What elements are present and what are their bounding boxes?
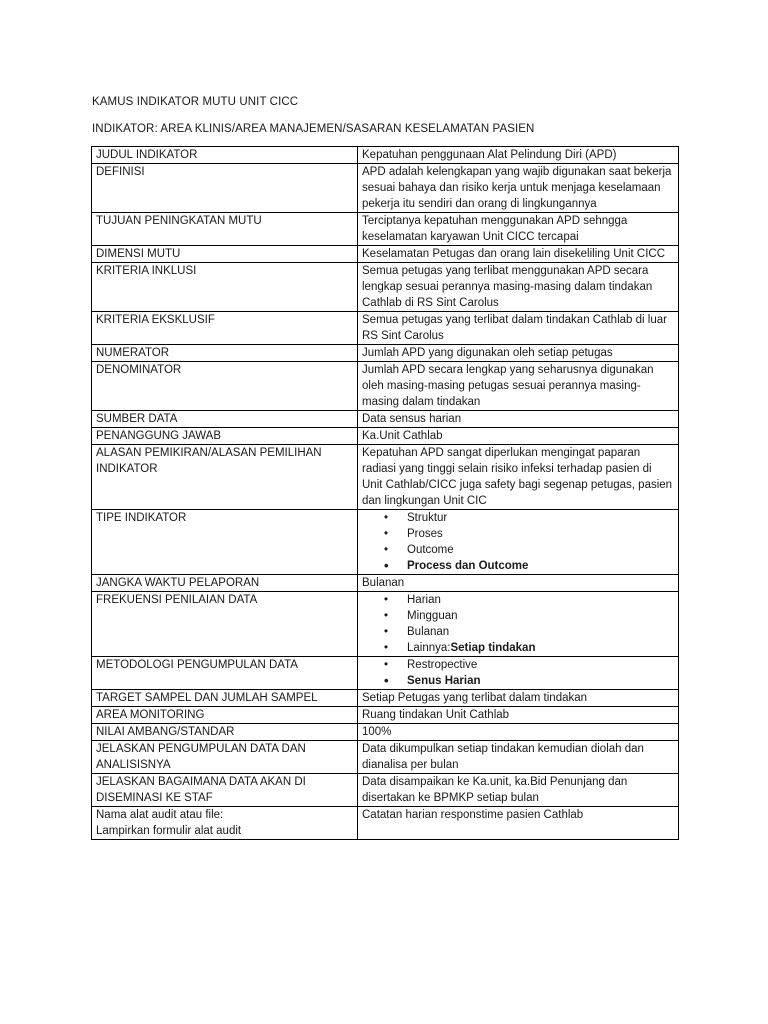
option-item-selected: • Senus Harian bbox=[362, 673, 674, 689]
table-row bbox=[92, 707, 679, 724]
row-label: KRITERIA INKLUSI bbox=[92, 263, 358, 312]
option-list bbox=[362, 510, 674, 574]
table-row bbox=[92, 263, 679, 312]
row-label: NILAI AMBANG/STANDAR bbox=[92, 724, 358, 741]
table-row bbox=[92, 774, 679, 807]
row-value: Data disampaikan ke Ka.unit, ka.Bid Penunjang dan disertakan ke BPMKP setiap bulan bbox=[358, 774, 679, 807]
row-label: DEFINISI bbox=[92, 164, 358, 213]
row-label: PENANGGUNG JAWAB bbox=[92, 428, 358, 445]
row-label: DIMENSI MUTU bbox=[92, 246, 358, 263]
table-row bbox=[92, 362, 679, 411]
row-value: Jumlah APD secara lengkap yang seharusnya digunakan oleh masing-masing petugas sesuai perannya masing-masing dalam tindakan bbox=[358, 362, 679, 411]
row-label: JUDUL INDIKATOR bbox=[92, 147, 358, 164]
row-label-line: Nama alat audit atau file: bbox=[96, 809, 224, 821]
table-row bbox=[92, 510, 679, 575]
table-row bbox=[92, 592, 679, 657]
row-label: SUMBER DATA bbox=[92, 411, 358, 428]
table-row bbox=[92, 690, 679, 707]
row-value: Kepatuhan APD sangat diperlukan mengingat paparan radiasi yang tinggi selain risiko infeksi terhadap pasien di Unit Cathlab/CICC juga safety bagi segenap petugas, pasien dan lingkungan Unit CIC bbox=[358, 445, 679, 510]
table-row bbox=[92, 575, 679, 592]
table-row bbox=[92, 445, 679, 510]
row-value: Ka.Unit Cathlab bbox=[358, 428, 679, 445]
table-row bbox=[92, 345, 679, 362]
row-value: Bulanan bbox=[358, 575, 679, 592]
option-prefix: Lainnya: bbox=[407, 642, 451, 654]
row-value: Semua petugas yang terlibat menggunakan APD secara lengkap sesuai perannya masing-masing dalam tindakan Cathlab di RS Sint Carolus bbox=[358, 263, 679, 312]
document-title: KAMUS INDIKATOR MUTU UNIT CICC bbox=[92, 96, 299, 108]
row-value-options bbox=[358, 592, 679, 657]
table-row bbox=[92, 807, 679, 840]
row-label-line: Lampirkan formulir alat audit bbox=[96, 825, 242, 837]
option-item-selected: • Process dan Outcome bbox=[362, 558, 674, 574]
row-label: METODOLOGI PENGUMPULAN DATA bbox=[92, 657, 358, 690]
option-item: • Proses bbox=[362, 526, 674, 542]
indicator-table bbox=[91, 146, 679, 840]
indicator-line: INDIKATOR: AREA KLINIS/AREA MANAJEMEN/SASARAN KESELAMATAN PASIEN bbox=[92, 123, 535, 135]
row-value: Data dikumpulkan setiap tindakan kemudian diolah dan dianalisa per bulan bbox=[358, 741, 679, 774]
table-row bbox=[92, 724, 679, 741]
row-label: TIPE INDIKATOR bbox=[92, 510, 358, 575]
option-item: • Struktur bbox=[362, 510, 674, 526]
row-value: Semua petugas yang terlibat dalam tindakan Cathlab di luar RS Sint Carolus bbox=[358, 312, 679, 345]
option-item: • Harian bbox=[362, 592, 674, 608]
row-label: DENOMINATOR bbox=[92, 362, 358, 411]
option-item: • Outcome bbox=[362, 542, 674, 558]
option-list bbox=[362, 657, 674, 689]
table-row bbox=[92, 246, 679, 263]
row-value-options bbox=[358, 657, 679, 690]
row-value: Setiap Petugas yang terlibat dalam tindakan bbox=[358, 690, 679, 707]
option-item: • Mingguan bbox=[362, 608, 674, 624]
row-value: Kepatuhan penggunaan Alat Pelindung Diri (APD) bbox=[358, 147, 679, 164]
table-row bbox=[92, 147, 679, 164]
row-value: Ruang tindakan Unit Cathlab bbox=[358, 707, 679, 724]
row-value: Keselamatan Petugas dan orang lain disekeliling Unit CICC bbox=[358, 246, 679, 263]
row-label: JELASKAN BAGAIMANA DATA AKAN DI DISEMINASI KE STAF bbox=[92, 774, 358, 807]
row-label: TARGET SAMPEL DAN JUMLAH SAMPEL bbox=[92, 690, 358, 707]
option-item-other bbox=[362, 640, 674, 656]
option-list bbox=[362, 592, 674, 656]
row-label: NUMERATOR bbox=[92, 345, 358, 362]
row-label: FREKUENSI PENILAIAN DATA bbox=[92, 592, 358, 657]
table-row bbox=[92, 312, 679, 345]
table-row bbox=[92, 213, 679, 246]
row-label: AREA MONITORING bbox=[92, 707, 358, 724]
row-value: Catatan harian responstime pasien Cathlab bbox=[358, 807, 679, 840]
option-item: • Restropective bbox=[362, 657, 674, 673]
row-label-multiline bbox=[92, 807, 358, 840]
row-value: Terciptanya kepatuhan menggunakan APD sehngga keselamatan karyawan Unit CICC tercapai bbox=[358, 213, 679, 246]
row-value: Jumlah APD yang digunakan oleh setiap petugas bbox=[358, 345, 679, 362]
row-label: TUJUAN PENINGKATAN MUTU bbox=[92, 213, 358, 246]
table-row bbox=[92, 411, 679, 428]
row-label: JELASKAN PENGUMPULAN DATA DAN ANALISISNYA bbox=[92, 741, 358, 774]
table-row bbox=[92, 164, 679, 213]
row-value: APD adalah kelengkapan yang wajib digunakan saat bekerja sesuai bahaya dan risiko kerja untuk menjaga keselamaan pekerja itu sendiri dan orang di lingkungannya bbox=[358, 164, 679, 213]
row-label: JANGKA WAKTU PELAPORAN bbox=[92, 575, 358, 592]
row-label: KRITERIA EKSKLUSIF bbox=[92, 312, 358, 345]
row-value-options bbox=[358, 510, 679, 575]
table-row bbox=[92, 657, 679, 690]
option-selected-text: Setiap tindakan bbox=[450, 642, 536, 654]
row-label: ALASAN PEMIKIRAN/ALASAN PEMILIHAN INDIKATOR bbox=[92, 445, 358, 510]
table-row bbox=[92, 741, 679, 774]
table-row bbox=[92, 428, 679, 445]
row-value: Data sensus harian bbox=[358, 411, 679, 428]
row-value: 100% bbox=[358, 724, 679, 741]
option-item: • Bulanan bbox=[362, 624, 674, 640]
